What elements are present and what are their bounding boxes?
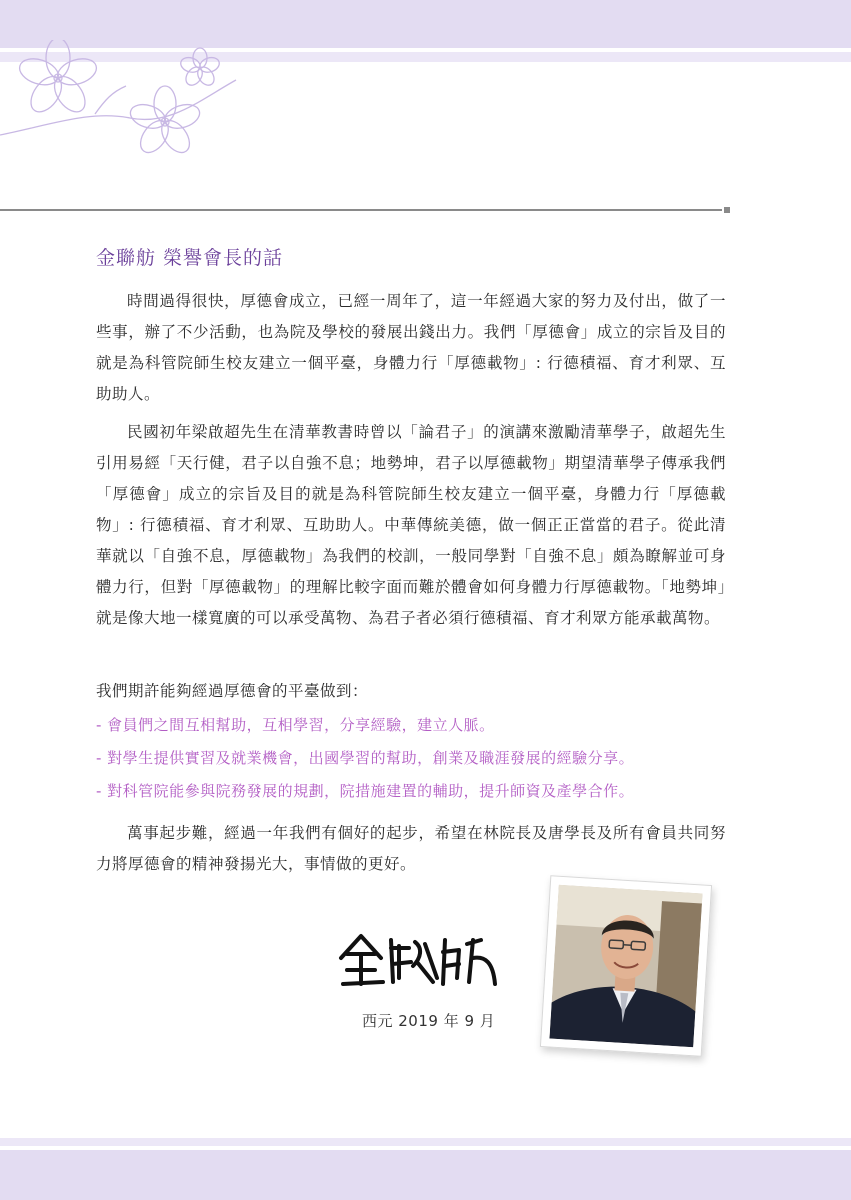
section-divider-end bbox=[724, 207, 730, 213]
paragraph-2: 民國初年梁啟超先生在清華教書時曾以「論君子」的演講來激勵清華學子，啟超先生引用易經「天行健，君子以自強不息；地勢坤，君子以厚德載物」期望清華學子傳承我們「厚德會」成立的宗旨及目的就是為科管院師生校友建立一個平臺，身體力行「厚德載物」: 行德積福、育才利眾、互助助人。中華傳統美德，做一個正正當當的君子。從此清華就以「自強不息，厚德載物」為我們的校訓，一般同學對「自強不息」頗為瞭解並可身體力行，但對「厚德載物」的理解比較字面而難於體會如何身體力行厚德載物。「地勢坤」就是像大地一樣寬廣的可以承受萬物、為君子者必須行德積福、育才利眾方能承載萬物。 bbox=[96, 423, 726, 627]
signature-date: 西元 2019 年 9 月 bbox=[362, 1012, 496, 1030]
portrait-photo-icon bbox=[549, 885, 702, 1048]
page-title: 金聯舫 榮譽會長的話 bbox=[96, 247, 284, 269]
list-item: - 對科管院能參與院務發展的規劃，院措施建置的輔助，提升師資及產學合作。 bbox=[96, 782, 635, 800]
list-item: - 對學生提供實習及就業機會，出國學習的幫助，創業及職涯發展的經驗分享。 bbox=[96, 749, 635, 767]
cherry-blossom-decoration-icon bbox=[0, 40, 240, 170]
portrait-photo bbox=[540, 875, 712, 1057]
section-divider bbox=[0, 209, 722, 211]
handwritten-signature bbox=[333, 918, 503, 998]
list-item: - 會員們之間互相幫助，互相學習，分享經驗，建立人脈。 bbox=[96, 716, 495, 734]
bottom-decorative-stripe bbox=[0, 1138, 851, 1146]
goals-list bbox=[96, 709, 634, 808]
closing-paragraph: 萬事起步難，經過一年我們有個好的起步，希望在林院長及唐學長及所有會員共同努力將厚德會的精神發揚光大，事情做的更好。 bbox=[96, 824, 726, 873]
bottom-decorative-band bbox=[0, 1150, 851, 1200]
paragraph-1: 時間過得很快，厚德會成立，已經一周年了，這一年經過大家的努力及付出，做了一些事，辦了不少活動，也為院及學校的發展出錢出力。我們「厚德會」成立的宗旨及目的就是為科管院師生校友建立一個平臺，身體力行「厚德載物」: 行德積福、育才利眾、互助助人。 bbox=[96, 292, 726, 403]
goals-lead: 我們期許能夠經過厚德會的平臺做到： bbox=[96, 682, 369, 700]
